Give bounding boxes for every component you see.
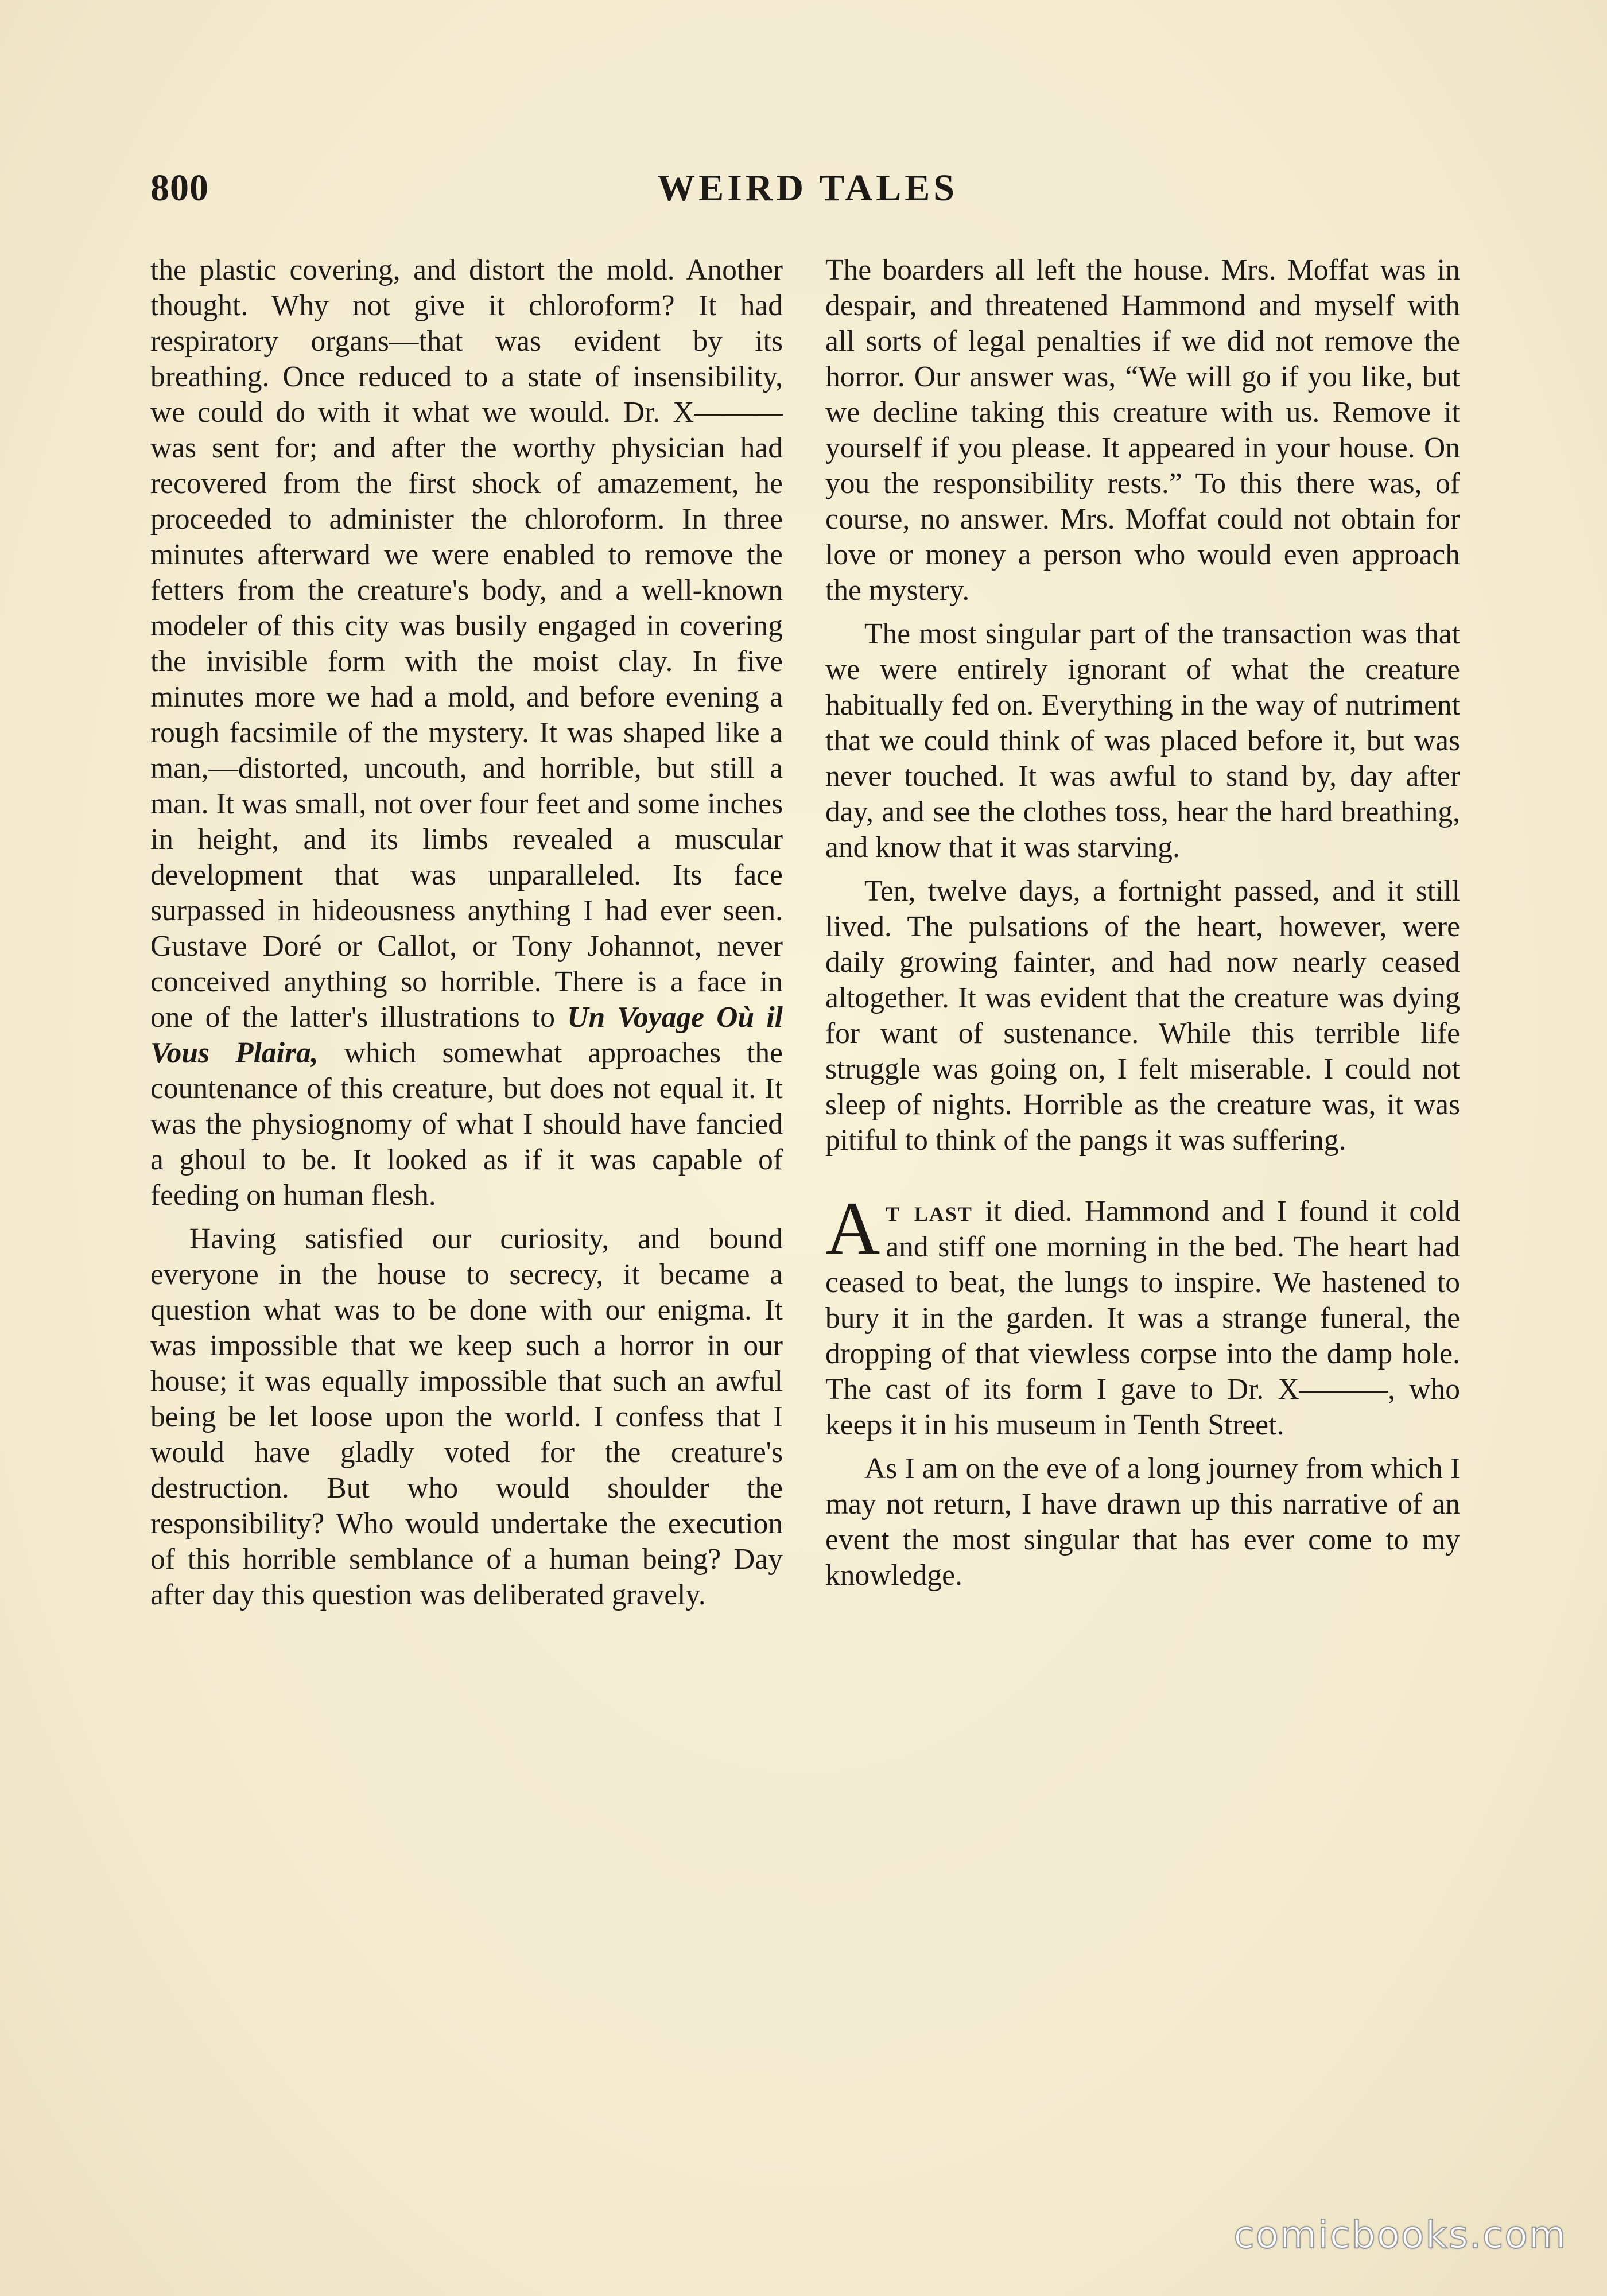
paragraph: The most singular part of the transaction was that we were entirely ignorant of what the creature habitually fed on. Everything in the way of nutriment that we could think of was placed before it, but was never touched. It was awful to stand by, day after day, and see the clothes toss, hear the hard breathing, and know that it was starving. [825, 618, 1460, 864]
running-title: WEIRD TALES [657, 167, 958, 209]
right-column [825, 253, 1460, 1593]
italic-title: Un Voyage Où il Vous Plaira, [150, 1001, 783, 1069]
section-break [825, 1158, 1460, 1194]
paragraph-text: which somewhat approaches the countenance of this creature, but does not equal it. It was the physiognomy of what I should have fancied a ghoul to be. It looked as if it was capable of feeding on human flesh. [150, 1037, 783, 1212]
paragraph-text: it died. Hammond and I found it cold and stiff one morning in the bed. The heart had ceased to beat, the lungs to inspire. We hastened to bury it in the garden. It was a strange funeral, the dropping of that viewless corpse into the damp hole. The cast of its form I gave to Dr. X———, who keeps it in his museum in Tenth Street. [825, 1195, 1460, 1441]
paragraph: As I am on the eve of a long journey from which I may not return, I have drawn up this narrative of an event the most singular that has ever come to my knowledge. [825, 1452, 1460, 1592]
paragraph: The boarders all left the house. Mrs. Moffat was in despair, and threatened Hammond and myself with all sorts of legal penalties if we did not remove the horror. Our answer was, “We will go if you like, but we decline taking this creature with us. Remove it yourself if you please. It appeared in your house. On you the responsibility rests.” To this there was, of course, no answer. Mrs. Moffat could not obtain for love or money a person who would even approach the mystery. [825, 254, 1460, 607]
paragraph [825, 1186, 1460, 1443]
paragraph-text: the plastic covering, and distort the mold. Another thought. Why not give it chloroform? It had respiratory organs—that was evident by its breathing. Once reduced to a state of insensibility, we could do with it what we would. Dr. X——— was sent for; and after the worthy physician had recovered from the first shock of amazement, he proceeded to administer the chloroform. In three minutes afterward we were enabled to remove the fetters from the creature's body, and a well-known modeler of this city was busily engaged in covering the invisible form with the moist clay. In five minutes more we had a mold, and before evening a rough facsimile of the mystery. It was shaped like a man,—distorted, uncouth, and horrible, but still a man. It was small, not over four feet and some inches in height, and its limbs revealed a muscular development that was unparalleled. Its face surpassed in hideousness anything I had ever seen. Gustave Doré or Callot, or Tony Johannot, never conceived anything so horrible. There is a face in one of the latter's illustrations to [150, 254, 783, 1034]
watermark: comicbooks.com [1233, 2213, 1567, 2257]
page-number: 800 [150, 167, 209, 209]
small-caps-lead: t last [886, 1195, 973, 1228]
paragraph: Having satisfied our curiosity, and bound everyone in the house to secrecy, it became a question what was to be done with our enigma. It was impossible that we keep such a horror in our house; it was equally impossible that such an awful being be let loose upon the world. I confess that I would have gladly voted for the creature's destruction. But who would shoulder the responsibility? Who would undertake the execution of this horrible semblance of a human being? Day after day this question was deliberated gravely. [150, 1223, 783, 1611]
left-column [150, 253, 783, 1613]
paragraph: Ten, twelve days, a fortnight passed, and it still lived. The pulsations of the heart, however, were daily growing fainter, and had now nearly ceased altogether. It was evident that the creature was dying for want of sustenance. While this terrible life struggle was going on, I felt miserable. I could not sleep of nights. Horrible as the creature was, it was pitiful to think of the pangs it was suffering. [825, 875, 1460, 1157]
page-header [150, 166, 1465, 218]
drop-cap: A [825, 1186, 880, 1270]
paragraph [150, 253, 783, 1213]
